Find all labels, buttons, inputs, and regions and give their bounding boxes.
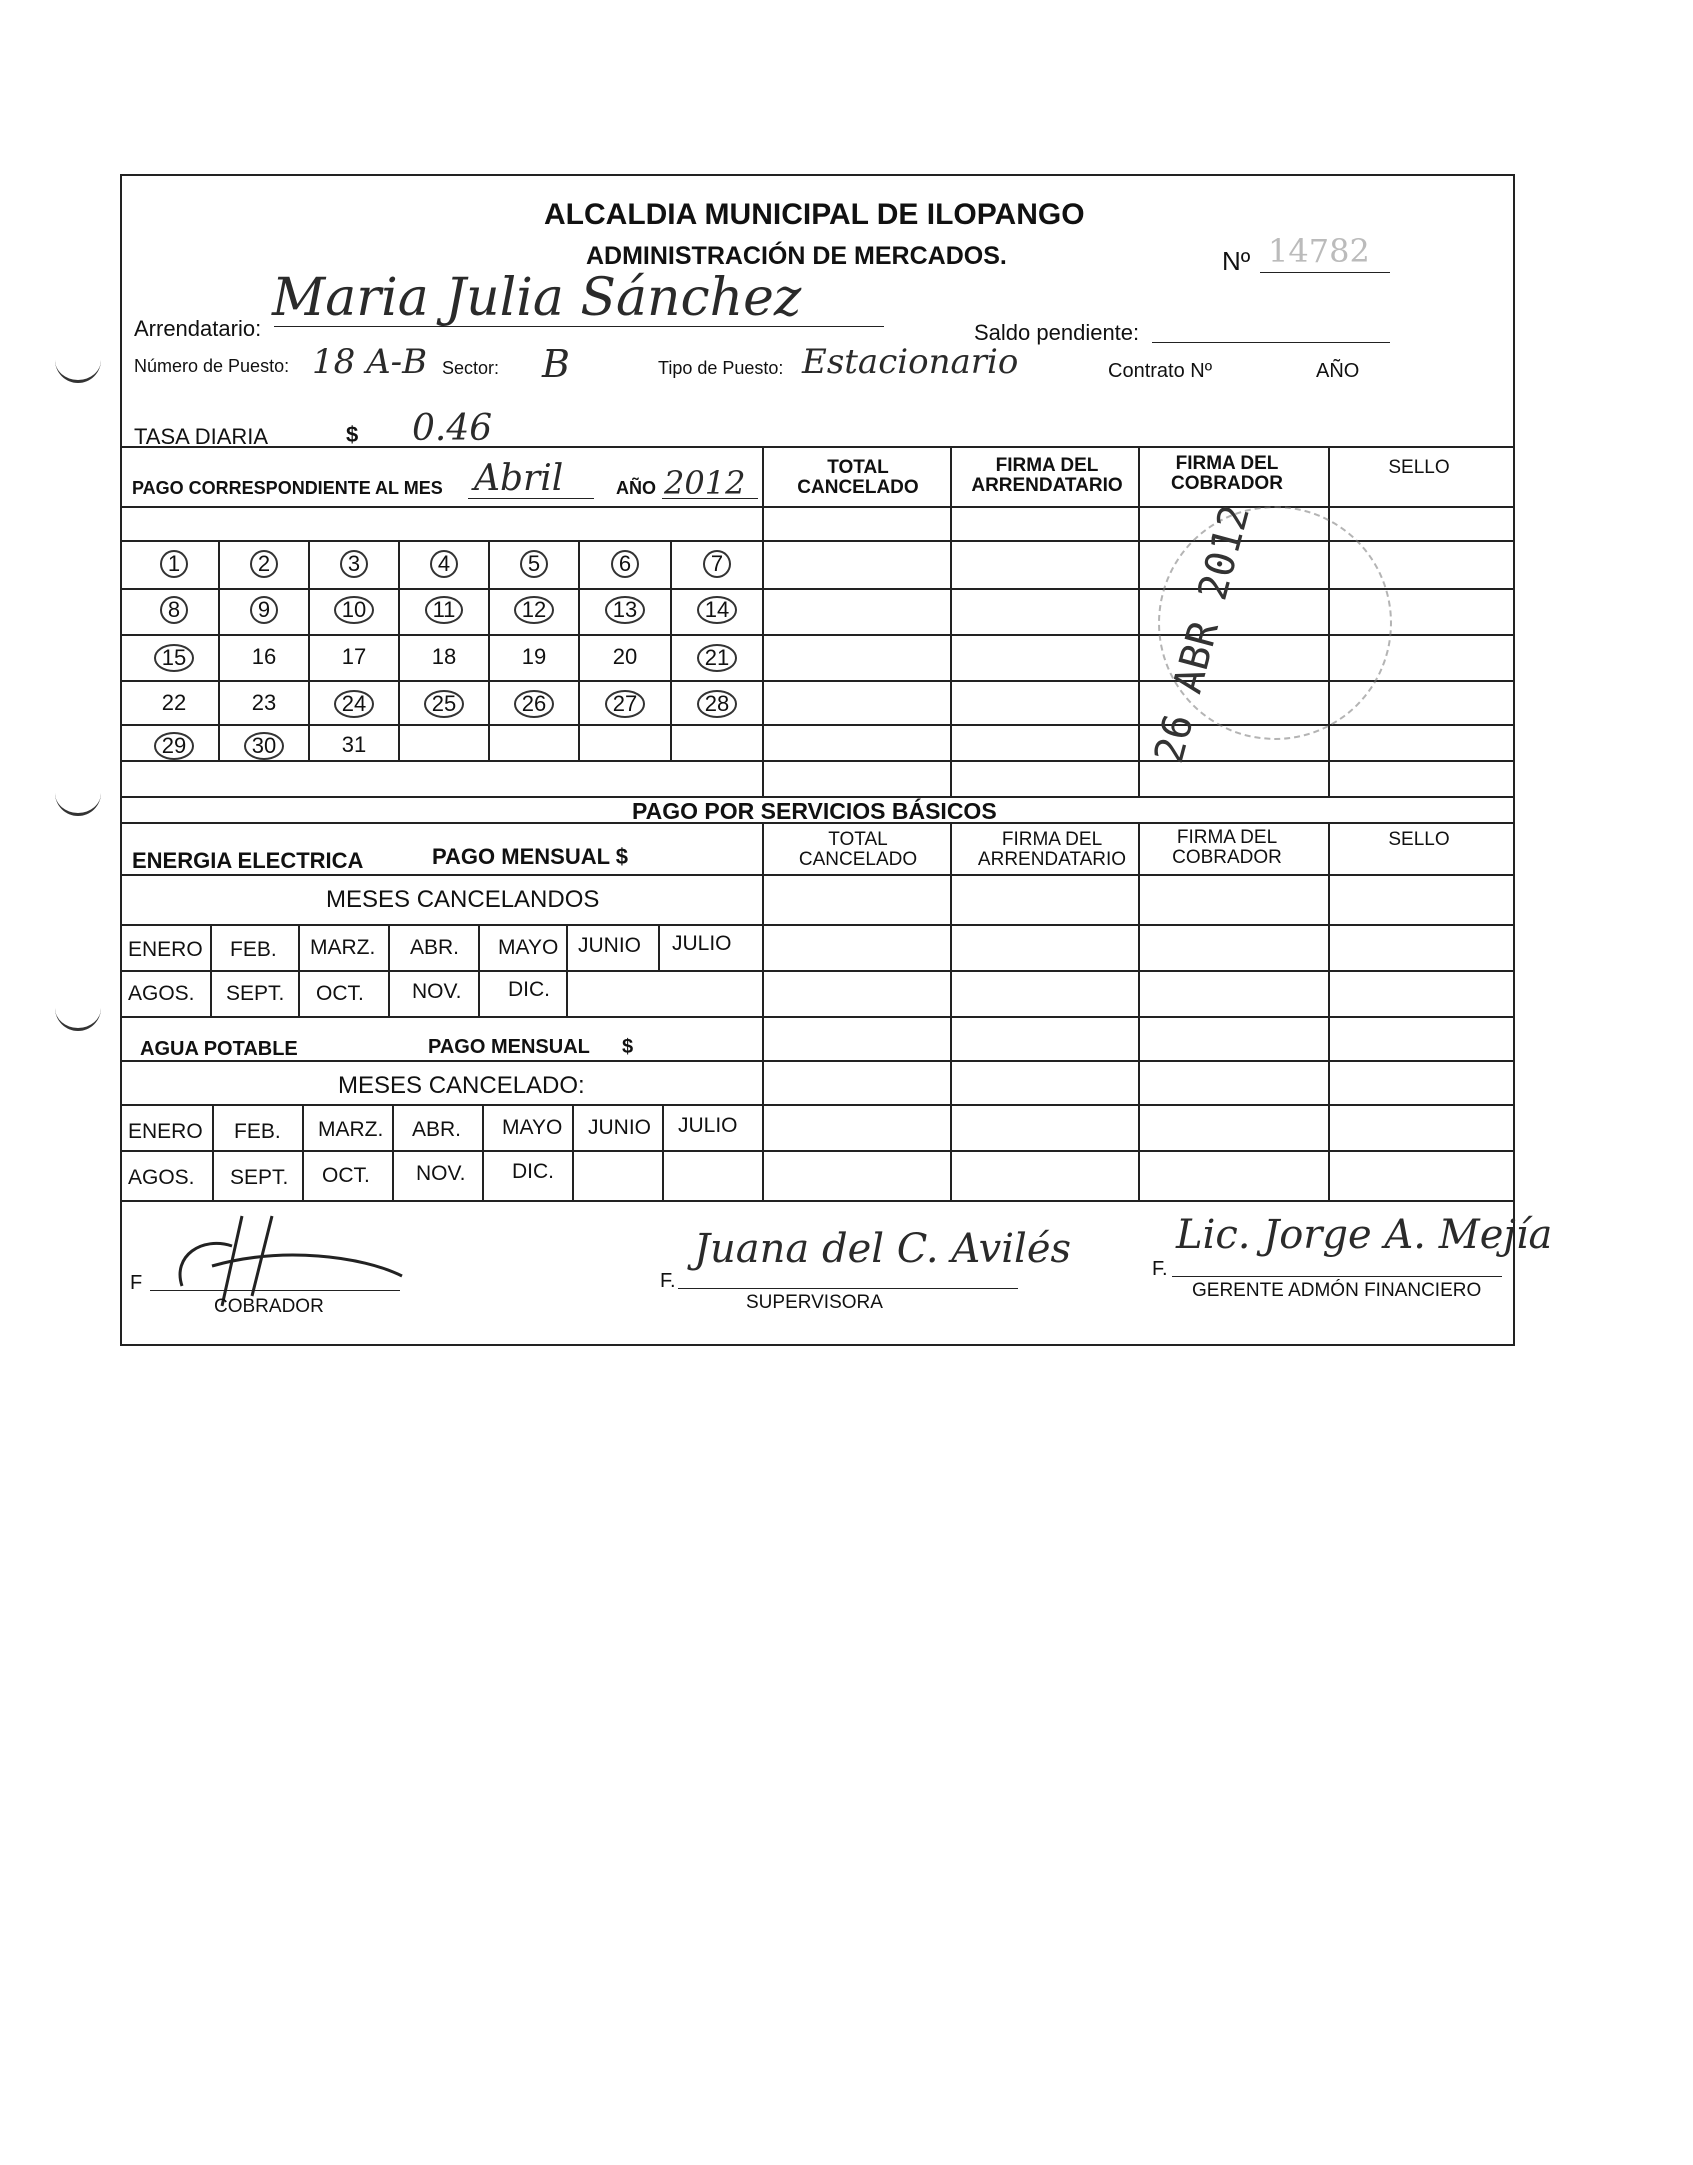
tasa-diaria-label: TASA DIARIA bbox=[134, 424, 269, 449]
ano-label: AÑO bbox=[1316, 360, 1360, 382]
pago-ano-label: AÑO bbox=[616, 478, 656, 498]
meses-energia-label: MESES CANCELANDOS bbox=[326, 886, 600, 913]
payment-form bbox=[120, 174, 1553, 1346]
day-cell: 30 bbox=[220, 732, 308, 760]
energia-month: MAYO bbox=[498, 936, 559, 959]
agua-month: NOV. bbox=[416, 1162, 466, 1185]
sector-value: B bbox=[542, 342, 570, 386]
energia-month: SEPT. bbox=[226, 982, 285, 1005]
day-cell: 13 bbox=[580, 596, 670, 624]
form-number-label: Nº bbox=[1222, 246, 1251, 276]
arrendatario-value: Maria Julia Sánchez bbox=[272, 268, 802, 328]
day-cell: 16 bbox=[251, 644, 277, 669]
day-cell: 22 bbox=[161, 690, 187, 715]
servicios-col-firma-cob: FIRMA DEL COBRADOR bbox=[1172, 827, 1282, 868]
day-cell: 28 bbox=[672, 690, 762, 718]
energia-month: NOV. bbox=[412, 980, 462, 1003]
form-subtitle: ADMINISTRACIÓN DE MERCADOS. bbox=[586, 242, 1007, 270]
day-cell: 25 bbox=[400, 690, 488, 718]
col-firma-cobrador: FIRMA DEL COBRADOR bbox=[1171, 453, 1283, 494]
date-stamp: 26 ABR 2012 bbox=[1146, 500, 1259, 768]
meses-agua-label: MESES CANCELADO: bbox=[338, 1072, 585, 1099]
col-total-cancelado: TOTAL CANCELADO bbox=[797, 457, 919, 498]
energia-month: JUNIO bbox=[578, 934, 641, 957]
pago-mes-label: PAGO CORRESPONDIENTE AL MES bbox=[132, 478, 443, 498]
servicios-col-firma-arr: FIRMA DEL ARRENDATARIO bbox=[977, 829, 1127, 870]
arrendatario-label: Arrendatario: bbox=[134, 316, 262, 341]
day-cell: 31 bbox=[341, 732, 367, 757]
energia-label: ENERGIA ELECTRICA bbox=[132, 848, 364, 873]
tipo-puesto-value: Estacionario bbox=[802, 342, 1019, 382]
energia-month: FEB. bbox=[230, 938, 277, 961]
binder-hole bbox=[55, 785, 101, 816]
day-cell: 9 bbox=[220, 596, 308, 624]
sector-label: Sector: bbox=[442, 358, 500, 378]
energia-month: MARZ. bbox=[310, 936, 376, 959]
tipo-puesto-label: Tipo de Puesto: bbox=[658, 358, 784, 378]
sig-cobrador-label: COBRADOR bbox=[214, 1296, 324, 1317]
energia-month: ABR. bbox=[410, 936, 460, 959]
day-cell: 12 bbox=[490, 596, 578, 624]
servicios-col-total: TOTAL CANCELADO bbox=[798, 829, 918, 870]
gerente-signature: Lic. Jorge A. Mejía bbox=[1176, 1212, 1553, 1258]
energia-month: DIC. bbox=[508, 978, 550, 1001]
day-cell: 10 bbox=[310, 596, 398, 624]
day-cell: 27 bbox=[580, 690, 670, 718]
agua-currency: $ bbox=[622, 1036, 634, 1058]
servicios-col-sello: SELLO bbox=[1388, 829, 1450, 850]
pago-mes-value: Abril bbox=[474, 458, 564, 499]
energia-month: AGOS. bbox=[128, 982, 195, 1005]
day-cell: 4 bbox=[400, 550, 488, 578]
agua-month: MARZ. bbox=[318, 1118, 384, 1141]
agua-month: OCT. bbox=[322, 1164, 370, 1187]
day-cell: 29 bbox=[130, 732, 218, 760]
saldo-pendiente-label: Saldo pendiente: bbox=[974, 320, 1140, 345]
binder-hole bbox=[55, 352, 101, 383]
energia-month: JULIO bbox=[672, 932, 732, 955]
agua-month: SEPT. bbox=[230, 1166, 289, 1189]
day-cell: 17 bbox=[341, 644, 367, 669]
tasa-value: 0.46 bbox=[412, 408, 493, 449]
agua-month: MAYO bbox=[502, 1116, 563, 1139]
form-title: ALCALDIA MUNICIPAL DE ILOPANGO bbox=[544, 198, 1085, 231]
day-cell: 14 bbox=[672, 596, 762, 624]
sig-gerente-label: GERENTE ADMÓN FINANCIERO bbox=[1192, 1280, 1482, 1301]
day-cell: 3 bbox=[310, 550, 398, 578]
energia-month: OCT. bbox=[316, 982, 364, 1005]
form-number-value: 14782 bbox=[1268, 232, 1370, 270]
day-cell: 18 bbox=[431, 644, 457, 669]
servicios-title: PAGO POR SERVICIOS BÁSICOS bbox=[632, 798, 997, 824]
sig-f-cobrador: F bbox=[130, 1272, 143, 1294]
day-cell: 19 bbox=[521, 644, 547, 669]
day-cell: 5 bbox=[490, 550, 578, 578]
energia-pago-mensual: PAGO MENSUAL $ bbox=[432, 844, 628, 869]
day-cell: 2 bbox=[220, 550, 308, 578]
agua-month: ENERO bbox=[128, 1120, 203, 1143]
sig-f-gerente: F. bbox=[1152, 1258, 1168, 1280]
sig-f-supervisora: F. bbox=[660, 1270, 676, 1292]
day-cell: 11 bbox=[400, 596, 488, 624]
agua-pago-mensual: PAGO MENSUAL bbox=[428, 1036, 590, 1058]
contrato-label: Contrato Nº bbox=[1108, 360, 1213, 382]
agua-month: JULIO bbox=[678, 1114, 738, 1137]
day-cell: 6 bbox=[580, 550, 670, 578]
day-cell: 8 bbox=[130, 596, 218, 624]
agua-label: AGUA POTABLE bbox=[140, 1038, 298, 1060]
sig-supervisora-label: SUPERVISORA bbox=[746, 1292, 883, 1313]
day-cell: 20 bbox=[612, 644, 638, 669]
agua-month: ABR. bbox=[412, 1118, 462, 1141]
energia-month: ENERO bbox=[128, 938, 203, 961]
agua-month: FEB. bbox=[234, 1120, 281, 1143]
tasa-currency: $ bbox=[346, 422, 359, 447]
supervisora-signature: Juana del C. Avilés bbox=[694, 1226, 1072, 1272]
day-cell: 15 bbox=[130, 644, 218, 672]
col-firma-arrendatario: FIRMA DEL ARRENDATARIO bbox=[971, 455, 1123, 496]
numero-puesto-label: Número de Puesto: bbox=[134, 356, 290, 376]
day-cell: 26 bbox=[490, 690, 578, 718]
agua-month: DIC. bbox=[512, 1160, 554, 1183]
numero-puesto-value: 18 A-B bbox=[312, 342, 428, 382]
day-cell: 21 bbox=[672, 644, 762, 672]
agua-month: JUNIO bbox=[588, 1116, 651, 1139]
day-cell: 1 bbox=[130, 550, 218, 578]
pago-ano-value: 2012 bbox=[664, 464, 746, 502]
binder-hole bbox=[55, 1000, 101, 1031]
col-sello: SELLO bbox=[1388, 457, 1450, 478]
agua-month: AGOS. bbox=[128, 1166, 195, 1189]
day-cell: 23 bbox=[251, 690, 277, 715]
day-cell: 7 bbox=[672, 550, 762, 578]
day-cell: 24 bbox=[310, 690, 398, 718]
